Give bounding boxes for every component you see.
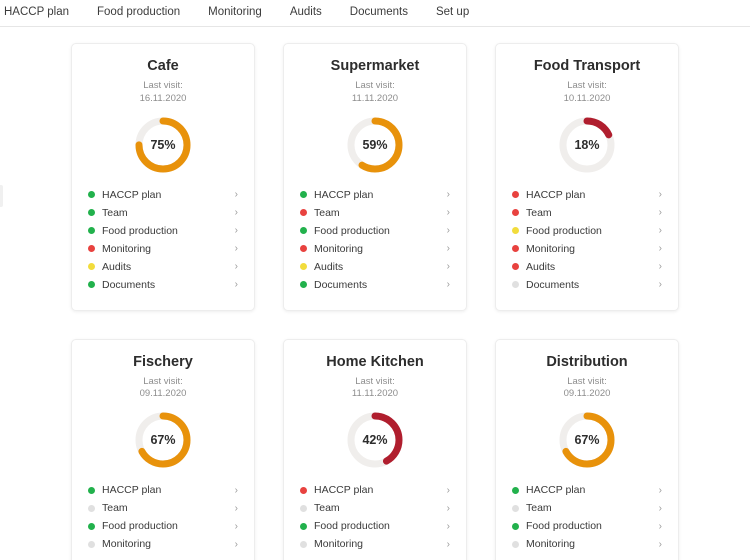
card-item-label: Documents <box>314 278 368 291</box>
card-item-label: Team <box>526 206 552 219</box>
completion-percent: 42% <box>362 433 388 448</box>
left-edge-artifact <box>0 185 3 207</box>
card-item-label: HACCP plan <box>526 188 586 201</box>
card-title: Supermarket <box>330 58 420 74</box>
card-item-label: Audits <box>102 260 132 273</box>
completion-donut <box>556 114 618 176</box>
card-item-food-production[interactable] <box>300 222 450 240</box>
chevron-right-icon[interactable]: › <box>446 279 450 291</box>
status-dot-green <box>88 227 95 234</box>
status-dot-yellow <box>512 227 519 234</box>
card-item-label: Food production <box>314 520 390 533</box>
card-item-monitoring[interactable] <box>300 535 450 553</box>
card-item-audits[interactable] <box>512 258 662 276</box>
chevron-right-icon[interactable]: › <box>446 538 450 550</box>
last-visit-date: 10.11.2020 <box>563 92 611 104</box>
card-item-label: Food production <box>102 520 178 533</box>
facility-card[interactable] <box>495 43 679 311</box>
status-dot-green <box>88 191 95 198</box>
completion-percent: 59% <box>362 137 388 152</box>
status-dot-grey <box>512 541 519 548</box>
last-visit-label: Last visit: <box>567 375 607 387</box>
chevron-right-icon[interactable]: › <box>658 520 662 532</box>
card-item-list <box>512 186 662 294</box>
status-dot-yellow <box>88 263 95 270</box>
last-visit-label: Last visit: <box>355 375 395 387</box>
card-item-audits[interactable] <box>300 258 450 276</box>
card-item-team[interactable] <box>88 499 238 517</box>
chevron-right-icon[interactable]: › <box>446 189 450 201</box>
chevron-right-icon[interactable]: › <box>234 520 238 532</box>
last-visit-date: 09.11.2020 <box>563 388 611 400</box>
card-item-list <box>88 186 238 294</box>
chevron-right-icon[interactable]: › <box>234 484 238 496</box>
facility-card[interactable] <box>495 339 679 560</box>
card-item-team[interactable] <box>300 204 450 222</box>
completion-donut-wrap <box>512 114 662 176</box>
card-item-label: HACCP plan <box>102 484 162 497</box>
completion-percent: 67% <box>574 433 600 448</box>
card-item-label: Documents <box>526 278 580 291</box>
card-item-monitoring[interactable] <box>88 240 238 258</box>
card-item-team[interactable] <box>512 204 662 222</box>
chevron-right-icon[interactable]: › <box>234 189 238 201</box>
chevron-right-icon[interactable]: › <box>658 243 662 255</box>
chevron-right-icon[interactable]: › <box>658 261 662 273</box>
card-item-haccp-plan[interactable] <box>512 481 662 499</box>
status-dot-red <box>512 263 519 270</box>
chevron-right-icon[interactable]: › <box>446 243 450 255</box>
chevron-right-icon[interactable]: › <box>658 279 662 291</box>
facility-card-grid <box>0 27 750 560</box>
top-navigation <box>0 0 750 27</box>
completion-donut <box>556 409 618 471</box>
status-dot-green <box>88 209 95 216</box>
card-item-haccp-plan[interactable] <box>512 186 662 204</box>
card-item-label: Monitoring <box>526 538 576 551</box>
last-visit-label: Last visit: <box>355 80 395 91</box>
card-item-food-production[interactable] <box>300 517 450 535</box>
chevron-right-icon[interactable]: › <box>658 502 662 514</box>
card-item-label: HACCP plan <box>526 484 586 497</box>
chevron-right-icon[interactable]: › <box>658 484 662 496</box>
chevron-right-icon[interactable]: › <box>446 261 450 273</box>
status-dot-red <box>512 209 519 216</box>
status-dot-green <box>300 281 307 288</box>
card-item-food-production[interactable] <box>512 517 662 535</box>
facility-card[interactable] <box>283 339 467 560</box>
last-visit-date: 11.11.2020 <box>351 92 399 104</box>
status-dot-grey <box>300 505 307 512</box>
completion-donut <box>132 114 194 176</box>
card-item-food-production[interactable] <box>88 222 238 240</box>
card-item-documents[interactable] <box>512 276 662 294</box>
card-item-label: Monitoring <box>102 538 152 551</box>
chevron-right-icon[interactable]: › <box>234 243 238 255</box>
facility-card[interactable] <box>71 43 255 311</box>
card-item-list <box>88 481 238 553</box>
chevron-right-icon[interactable]: › <box>446 484 450 496</box>
card-item-label: Audits <box>314 260 344 273</box>
card-item-label: Team <box>314 502 340 515</box>
chevron-right-icon[interactable]: › <box>234 225 238 237</box>
chevron-right-icon[interactable]: › <box>446 520 450 532</box>
status-dot-green <box>300 191 307 198</box>
status-dot-yellow <box>300 263 307 270</box>
completion-percent: 18% <box>574 137 600 152</box>
facility-card[interactable] <box>71 339 255 560</box>
nav-item-food-production[interactable]: Food production <box>97 6 181 18</box>
last-visit-block <box>88 80 238 106</box>
completion-donut-wrap <box>300 114 450 176</box>
status-dot-green <box>512 523 519 530</box>
completion-donut-wrap <box>300 409 450 471</box>
card-item-audits[interactable] <box>88 258 238 276</box>
card-item-label: Food production <box>314 224 390 237</box>
last-visit-date: 16.11.2020 <box>139 92 187 104</box>
last-visit-block <box>88 376 238 402</box>
last-visit-block <box>300 376 450 402</box>
completion-donut-wrap <box>88 409 238 471</box>
card-item-food-production[interactable] <box>512 222 662 240</box>
last-visit-date: 09.11.2020 <box>139 388 187 400</box>
card-item-documents[interactable] <box>300 276 450 294</box>
chevron-right-icon[interactable]: › <box>234 502 238 514</box>
status-dot-green <box>512 487 519 494</box>
card-item-monitoring[interactable] <box>88 535 238 553</box>
chevron-right-icon[interactable]: › <box>234 207 238 219</box>
completion-percent: 75% <box>150 137 176 152</box>
status-dot-grey <box>88 505 95 512</box>
last-visit-block <box>300 80 450 106</box>
card-item-team[interactable] <box>88 204 238 222</box>
last-visit-label: Last visit: <box>143 375 183 387</box>
status-dot-grey <box>88 541 95 548</box>
completion-percent: 67% <box>150 433 176 448</box>
status-dot-grey <box>512 505 519 512</box>
card-item-label: Audits <box>526 260 556 273</box>
card-item-monitoring[interactable] <box>512 535 662 553</box>
status-dot-green <box>88 487 95 494</box>
chevron-right-icon[interactable]: › <box>446 502 450 514</box>
status-dot-red <box>512 245 519 252</box>
status-dot-grey <box>300 541 307 548</box>
card-item-haccp-plan[interactable] <box>300 186 450 204</box>
last-visit-label: Last visit: <box>143 80 183 91</box>
card-title: Distribution <box>546 353 628 370</box>
chevron-right-icon[interactable]: › <box>658 538 662 550</box>
card-item-label: Monitoring <box>526 242 576 255</box>
nav-item-monitoring[interactable]: Monitoring <box>208 6 262 18</box>
last-visit-block <box>512 376 662 402</box>
card-title: Home Kitchen <box>326 353 424 370</box>
last-visit-date: 11.11.2020 <box>351 388 399 400</box>
chevron-right-icon[interactable]: › <box>658 207 662 219</box>
card-item-haccp-plan[interactable] <box>300 481 450 499</box>
completion-donut <box>132 409 194 471</box>
nav-item-audits[interactable]: Audits <box>289 6 322 18</box>
card-item-label: HACCP plan <box>314 484 374 497</box>
chevron-right-icon[interactable]: › <box>658 225 662 237</box>
chevron-right-icon[interactable]: › <box>658 189 662 201</box>
card-item-list <box>300 186 450 294</box>
card-item-label: Food production <box>526 224 602 237</box>
card-item-food-production[interactable] <box>88 517 238 535</box>
status-dot-green <box>88 281 95 288</box>
chevron-right-icon[interactable]: › <box>234 261 238 273</box>
card-item-label: Monitoring <box>102 242 152 255</box>
card-item-label: Food production <box>102 224 178 237</box>
status-dot-red <box>300 487 307 494</box>
card-item-haccp-plan[interactable] <box>88 481 238 499</box>
nav-item-documents[interactable]: Documents <box>349 6 408 18</box>
chevron-right-icon[interactable]: › <box>446 225 450 237</box>
card-item-list <box>300 481 450 553</box>
completion-donut-wrap <box>512 409 662 471</box>
card-title: Food Transport <box>533 58 641 74</box>
status-dot-red <box>300 209 307 216</box>
card-title: Cafe <box>147 58 179 74</box>
card-item-label: Monitoring <box>314 242 364 255</box>
chevron-right-icon[interactable]: › <box>446 207 450 219</box>
card-item-label: Team <box>102 206 128 219</box>
card-item-list <box>512 481 662 553</box>
card-item-label: Team <box>314 206 340 219</box>
status-dot-green <box>88 523 95 530</box>
status-dot-green <box>300 523 307 530</box>
status-dot-red <box>88 245 95 252</box>
status-dot-red <box>512 191 519 198</box>
card-item-label: HACCP plan <box>314 188 374 201</box>
last-visit-label: Last visit: <box>567 80 607 91</box>
status-dot-green <box>300 227 307 234</box>
card-item-haccp-plan[interactable] <box>88 186 238 204</box>
card-item-label: Team <box>102 502 128 515</box>
nav-item-haccp-plan[interactable]: HACCP plan <box>4 6 69 18</box>
card-item-team[interactable] <box>512 499 662 517</box>
facility-card[interactable] <box>283 43 467 311</box>
completion-donut <box>344 409 406 471</box>
card-title: Fischery <box>133 353 193 370</box>
completion-donut <box>344 114 406 176</box>
status-dot-red <box>300 245 307 252</box>
card-item-label: Food production <box>526 520 602 533</box>
card-item-label: HACCP plan <box>102 188 162 201</box>
completion-donut-wrap <box>88 114 238 176</box>
nav-item-set-up[interactable]: Set up <box>435 6 470 18</box>
status-dot-grey <box>512 281 519 288</box>
chevron-right-icon[interactable]: › <box>234 279 238 291</box>
card-item-monitoring[interactable] <box>300 240 450 258</box>
card-item-label: Documents <box>102 278 156 291</box>
card-item-team[interactable] <box>300 499 450 517</box>
card-item-label: Team <box>526 502 552 515</box>
card-item-documents[interactable] <box>88 276 238 294</box>
card-item-monitoring[interactable] <box>512 240 662 258</box>
card-item-label: Monitoring <box>314 538 364 551</box>
last-visit-block <box>512 80 662 106</box>
chevron-right-icon[interactable]: › <box>234 538 238 550</box>
